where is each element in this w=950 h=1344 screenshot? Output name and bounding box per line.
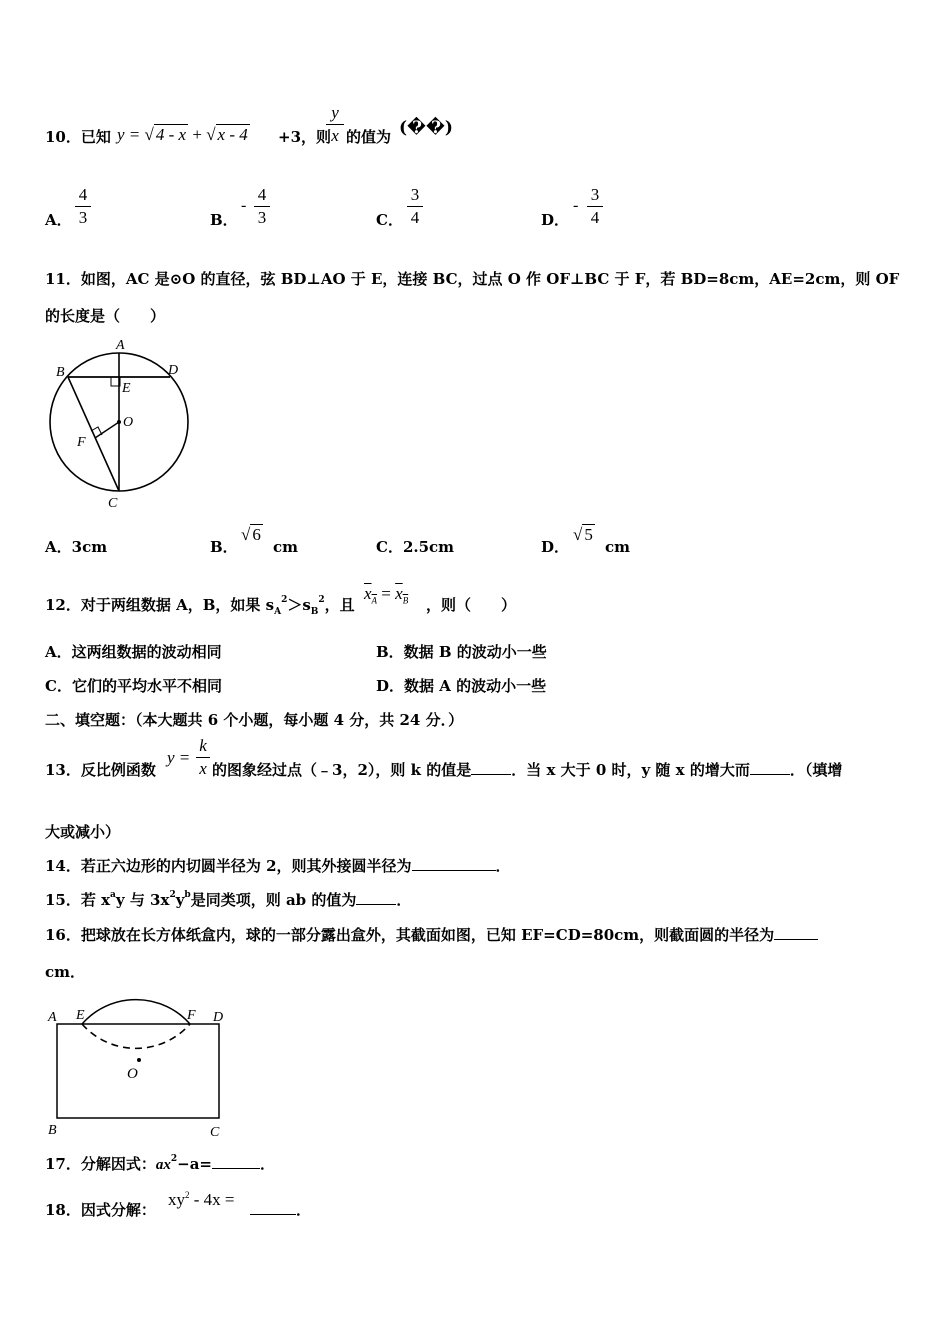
q12-mean-equality: $x_A = x_B$: [364, 584, 409, 606]
q11-stem-line1: 11．如图，AC 是⊙O 的直径，弦 BD⊥AO 于 E，连接 BC，过点 O 作 OF⊥BC 于 F，若 BD=8cm，AE=2cm，则 OF: [45, 270, 900, 288]
q10-expression: y = √ 4 - x + √ x - 4: [117, 125, 248, 144]
q10-paren: (��): [399, 118, 453, 138]
q10-option-b-sign: -: [241, 197, 247, 214]
q16-label-f: F: [187, 1008, 196, 1023]
q12-option-d[interactable]: D．数据 A 的波动小一些: [376, 677, 547, 695]
q13-line2: 大或减小）: [45, 823, 121, 841]
q15-blank[interactable]: [356, 904, 396, 905]
q10-fraction: y x: [326, 103, 344, 146]
q16-label-a: A: [48, 1010, 57, 1025]
q10-option-a-label[interactable]: A．: [45, 211, 72, 229]
q13-blank-k[interactable]: [471, 774, 511, 775]
q15: 15．若 $x^ay$ 与 $3x^2y^b$是同类项，则 ab 的值为 ．: [45, 890, 412, 909]
q16-line2: cm．: [45, 963, 86, 981]
q10-tail: +3，则: [278, 128, 332, 146]
q18-blank-wrap: ．: [250, 1200, 311, 1220]
q16-line1: 16．把球放在长方体纸盒内，球的一部分露出盒外，其截面如图，已知 EF=CD=80cm，则截面圆的半径为: [45, 925, 818, 945]
q11-label-a: A: [116, 338, 125, 353]
q10-option-d-label[interactable]: D．: [541, 211, 570, 229]
q18-expression: $xy^2 - 4x$ =: [168, 1190, 235, 1209]
q16-label-b: B: [48, 1123, 57, 1138]
q16-label-o: O: [127, 1066, 138, 1082]
q11-option-d-unit: cm: [605, 538, 631, 556]
q14-blank[interactable]: [412, 870, 496, 871]
q10-option-d-fraction: 3 4: [587, 185, 603, 228]
q16-box-figure: [42, 994, 242, 1144]
q11-option-b-unit: cm: [273, 538, 299, 556]
q10-option-b-fraction: 4 3: [254, 185, 270, 228]
q12-option-a[interactable]: A．这两组数据的波动相同: [45, 643, 222, 661]
q11-option-d[interactable]: D．: [541, 538, 570, 556]
q11-option-d-radical: √ 5: [573, 525, 593, 544]
q13-y: y =: [167, 748, 191, 767]
q13-pre: 13．反比例函数: [45, 761, 156, 779]
q10-ask: 的值为: [346, 128, 392, 146]
q11-label-b: B: [56, 365, 65, 380]
q17: 17．分解因式：$ax^2-a=$ ．: [45, 1154, 276, 1173]
q13-blank-trend[interactable]: [750, 774, 790, 775]
q17-blank[interactable]: [212, 1168, 260, 1169]
q11-label-e: E: [122, 381, 131, 396]
q10-option-a-fraction: 4 3: [75, 185, 91, 228]
q11-option-b[interactable]: B．: [210, 538, 238, 556]
q11-option-b-radical: √ 6: [241, 525, 261, 544]
q12-tail: ，则（ ）: [426, 596, 517, 614]
q11-circle-figure: [42, 336, 202, 511]
q10-option-c-label[interactable]: C．: [376, 211, 403, 229]
q14: 14．若正六边形的内切圆半径为 2，则其外接圆半径为 ．: [45, 857, 511, 875]
section-2-heading: 二、填空题：（本大题共 6 个小题，每小题 4 分，共 24 分．）: [45, 711, 464, 729]
q18-pre: 18．因式分解：: [45, 1201, 156, 1219]
q16-label-d: D: [213, 1010, 224, 1025]
q10-stem: 10．已知: [45, 128, 111, 146]
q16-label-c: C: [210, 1125, 220, 1140]
q16-blank[interactable]: [774, 939, 818, 940]
q12-option-c[interactable]: C．它们的平均水平不相同: [45, 677, 222, 695]
q18-blank[interactable]: [250, 1214, 296, 1215]
q10-option-b-label[interactable]: B．: [210, 211, 238, 229]
q11-label-f: F: [77, 435, 86, 450]
q13-fraction: k x: [196, 736, 210, 779]
q10-option-d-sign: -: [573, 197, 579, 214]
q12-option-b[interactable]: B．数据 B 的波动小一些: [376, 643, 547, 661]
q11-option-c[interactable]: C．2.5cm: [376, 538, 455, 556]
q11-label-c: C: [108, 496, 118, 511]
q11-label-d: D: [168, 363, 179, 378]
q11-option-a[interactable]: A．3cm: [45, 538, 108, 556]
q16-label-e: E: [76, 1008, 85, 1023]
q12-stem: 12．对于两组数据 A，B，如果 $s_A^2>s_B^2$，且: [45, 595, 355, 617]
q11-stem-line2: 的长度是（ ）: [45, 307, 166, 325]
q13-mid: 的图象经过点（﹣3，2），则 k 的值是 ．当 x 大于 0 时，y 随 x 的增大而 ．（填增: [212, 761, 843, 779]
q11-label-o: O: [123, 415, 134, 430]
q10-option-c-fraction: 3 4: [407, 185, 423, 228]
